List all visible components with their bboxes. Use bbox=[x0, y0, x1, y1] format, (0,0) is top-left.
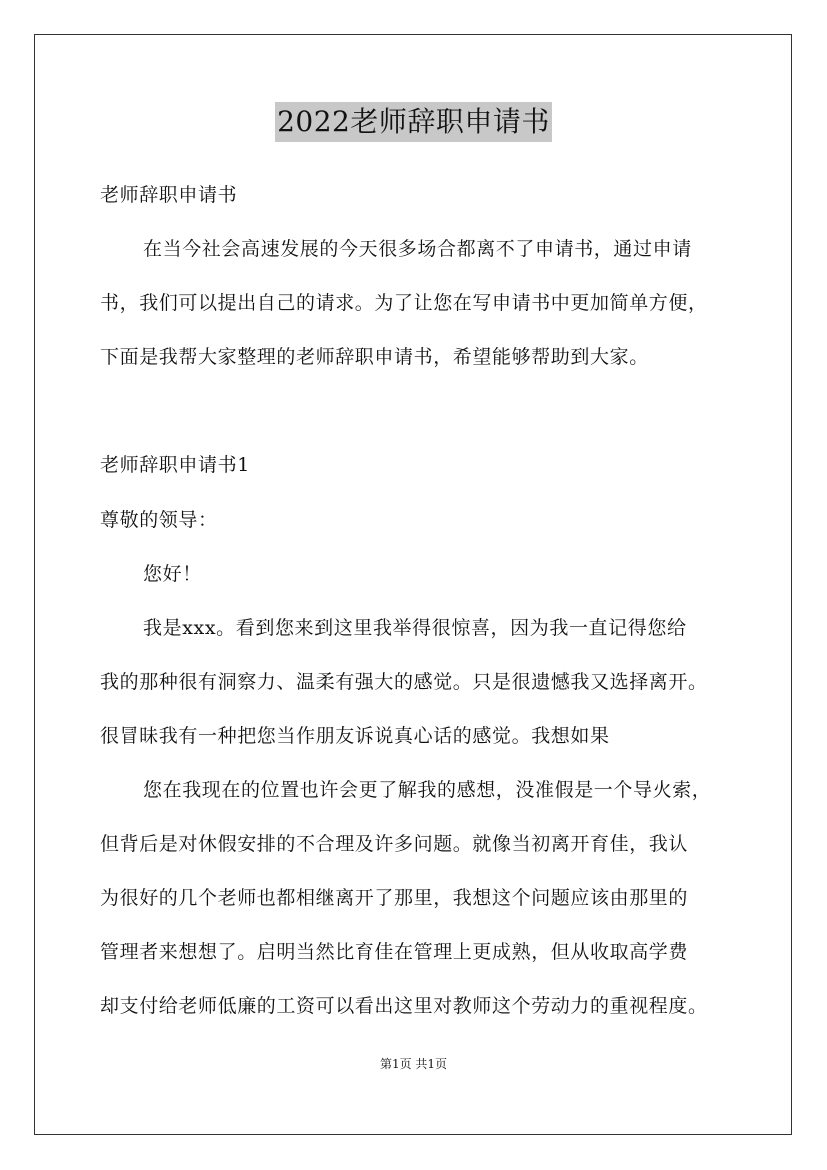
document-subtitle: 老师辞职申请书 bbox=[100, 184, 238, 206]
paragraph2-line-4: 管理者来想想了。启明当然比育佳在管理上更成熟，但从收取高学费 bbox=[100, 941, 689, 963]
page-footer: 第1页 共1页 bbox=[379, 1057, 448, 1071]
greeting: 您好！ bbox=[143, 563, 202, 585]
intro-line-1: 在当今社会高速发展的今天很多场合都离不了申请书，通过申请 bbox=[143, 238, 692, 260]
intro-line-2: 书，我们可以提出自己的请求。为了让您在写申请书中更加简单方便， bbox=[100, 292, 708, 314]
title-container bbox=[0, 102, 827, 142]
paragraph1-line-2: 我的那种很有洞察力、温柔有强大的感觉。只是很遗憾我又选择离开。 bbox=[100, 671, 708, 693]
intro-line-3: 下面是我帮大家整理的老师辞职申请书，希望能够帮助到大家。 bbox=[100, 346, 649, 368]
paragraph2-line-2: 但背后是对休假安排的不合理及许多问题。就像当初离开育佳，我认 bbox=[100, 833, 689, 855]
salutation: 尊敬的领导： bbox=[100, 509, 218, 531]
paragraph2-line-3: 为很好的几个老师也都相继离开了那里，我想这个问题应该由那里的 bbox=[100, 887, 689, 909]
paragraph1-line-3: 很冒昧我有一种把您当作朋友诉说真心话的感觉。我想如果 bbox=[100, 725, 610, 747]
section-heading: 老师辞职申请书1 bbox=[100, 454, 250, 476]
document-title: 2022老师辞职申请书 bbox=[275, 102, 552, 142]
paragraph1-line-1: 我是xxx。看到您来到这里我举得很惊喜，因为我一直记得您给 bbox=[143, 617, 687, 639]
paragraph2-line-1: 您在我现在的位置也许会更了解我的感想，没准假是一个导火索， bbox=[143, 779, 712, 801]
paragraph2-line-5: 却支付给老师低廉的工资可以看出这里对教师这个劳动力的重视程度。 bbox=[100, 995, 708, 1017]
